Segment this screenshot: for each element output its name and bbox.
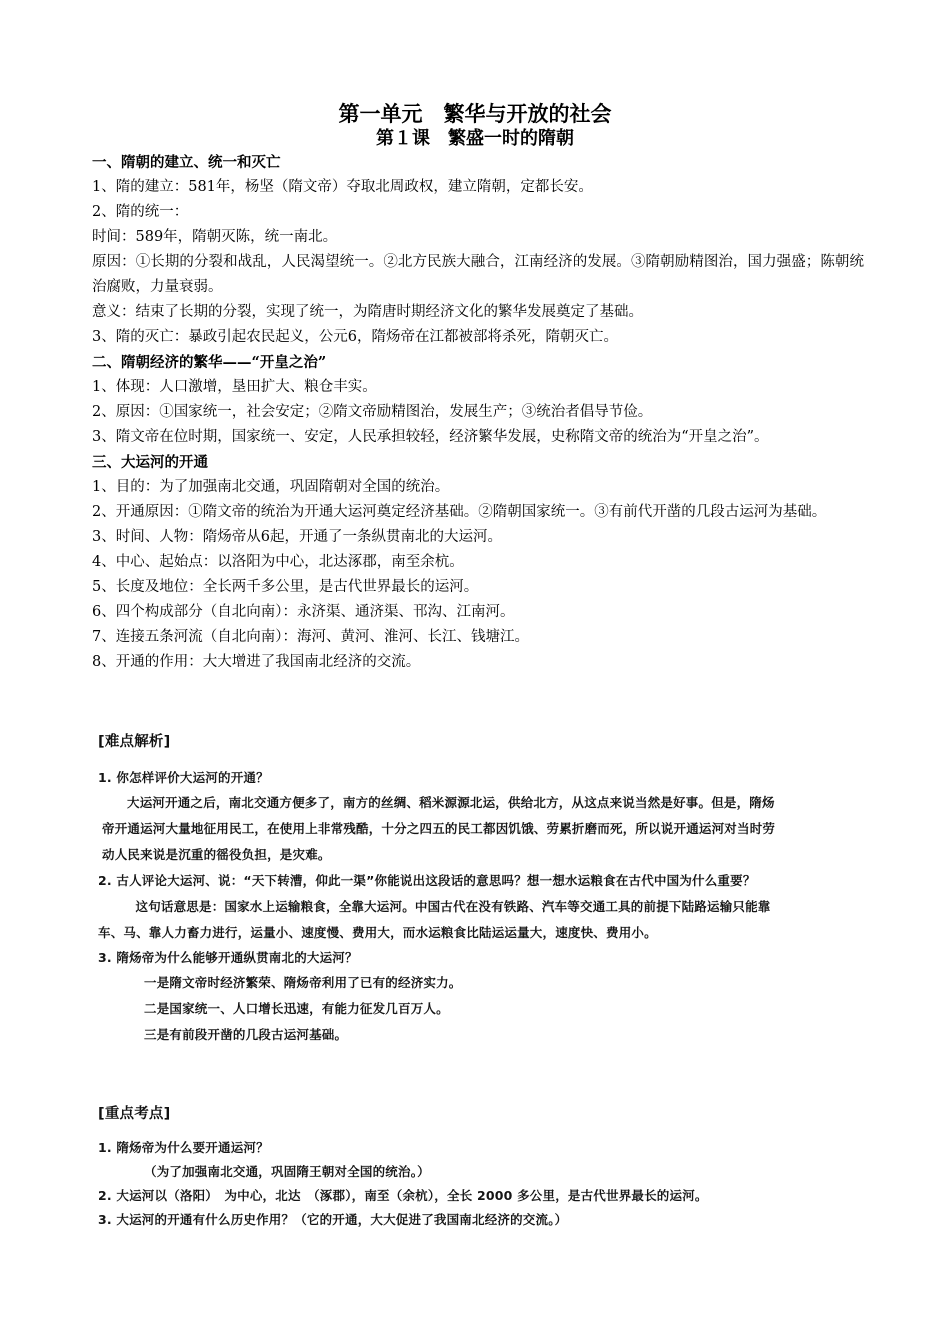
section-3-heading: 三、大运河的开通 [92, 454, 208, 471]
difficult-points-section [98, 730, 778, 1048]
section-2-item-3: 3、隋文帝在位时期，国家统一、安定，人民承担较轻，经济繁华发展，史称隋文帝的统治为“开皇之治”。 [92, 429, 769, 445]
section-2-item-2: 2、原因：①国家统一，社会安定；②隋文帝励精图治，发展生产；③统治者倡导节俭。 [92, 404, 653, 420]
section-3-item-6: 6、四个构成部分（自北向南）：永济渠、通济渠、邗沟、江南河。 [92, 604, 515, 620]
difficult-answer-3-2: 二是国家统一、人口增长迅速，有能力征发几百万人。 [144, 1001, 449, 1016]
section-3-item-8: 8、开通的作用：大大增进了我国南北经济的交流。 [92, 654, 421, 670]
difficult-answer-1: 大运河开通之后，南北交通方便多了，南方的丝绸、稻米源源北运，供给北方，从这点来说当然是好事。但是，隋炀帝开通运河大量地征用民工，在使用上非常残酷，十分之四五的民工都因饥饿、劳累折磨而死，所以说开通运河对当时劳动人民来说是沉重的徭役负担，是灾难。 [102, 795, 776, 862]
section-1-reason: 原因：①长期的分裂和战乱，人民渴望统一。②北方民族大融合，江南经济的发展。③隋朝励精图治，国力强盛；陈朝统治腐败，力量衰弱。 [92, 254, 864, 295]
section-3-item-5: 5、长度及地位：全长两千多公里，是古代世界最长的运河。 [92, 579, 479, 595]
key-points-title: [重点考点] [98, 1106, 171, 1122]
section-1-heading: 一、隋朝的建立、统一和灭亡 [92, 154, 281, 171]
difficult-question-1: 1. 你怎样评价大运河的开通？ [98, 770, 269, 785]
lesson-notes [92, 150, 864, 675]
section-1-significance: 意义：结束了长期的分裂，实现了统一，为隋唐时期经济文化的繁华发展奠定了基础。 [92, 304, 643, 320]
key-question-3: 3. 大运河的开通有什么历史作用？（它的开通，大大促进了我国南北经济的交流。） [98, 1212, 568, 1227]
section-1-time: 时间：589年，隋朝灭陈，统一南北。 [92, 229, 338, 245]
section-3-item-4: 4、中心、起始点：以洛阳为中心，北达涿郡，南至余杭。 [92, 554, 464, 570]
section-3-item-7: 7、连接五条河流（自北向南）：海河、黄河、淮河、长江、钱塘江。 [92, 629, 529, 645]
section-2-heading: 二、隋朝经济的繁华——“开皇之治” [92, 354, 327, 371]
section-2-item-1: 1、体现：人口激增，垦田扩大、粮仓丰实。 [92, 379, 377, 395]
section-1-item-2: 2、隋的统一： [92, 204, 189, 220]
key-question-2: 2. 大运河以（洛阳） 为中心，北达 （涿郡），南至（余杭），全长 2000 多公里，是古代世界最长的运河。 [98, 1188, 708, 1203]
key-question-1: 1. 隋炀帝为什么要开通运河？ [98, 1140, 269, 1155]
section-3-item-1: 1、目的：为了加强南北交通，巩固隋朝对全国的统治。 [92, 479, 450, 495]
key-answer-1: （为了加强南北交通，巩固隋王朝对全国的统治。） [144, 1164, 430, 1179]
key-points-section [98, 1102, 818, 1232]
difficult-points-title: [难点解析] [98, 734, 171, 750]
unit-title: 第一单元 繁华与开放的社会 [338, 101, 612, 126]
section-3-item-3: 3、时间、人物：隋炀帝从6起，开通了一条纵贯南北的大运河。 [92, 529, 502, 545]
difficult-answer-3-3: 三是有前段开凿的几段古运河基础。 [144, 1027, 348, 1042]
section-1-item-1: 1、隋的建立：581年，杨坚（隋文帝）夺取北周政权，建立隋朝，定都长安。 [92, 179, 593, 195]
section-3-item-2: 2、开通原因：①隋文帝的统治为开通大运河奠定经济基础。②隋朝国家统一。③有前代开凿的几段古运河为基础。 [92, 504, 827, 520]
lesson-title: 第１课 繁盛一时的隋朝 [376, 128, 574, 149]
difficult-question-3: 3. 隋炀帝为什么能够开通纵贯南北的大运河？ [98, 950, 358, 965]
difficult-question-2: 2. 古人评论大运河、说：“天下转漕，仰此一渠”你能说出这段话的意思吗？想一想水运粮食在古代中国为什么重要？ [98, 873, 756, 888]
section-1-item-3: 3、隋的灭亡：暴政引起农民起义，公元6，隋炀帝在江都被部将杀死，隋朝灭亡。 [92, 329, 618, 345]
difficult-answer-3-1: 一是隋文帝时经济繁荣、隋炀帝利用了已有的经济实力。 [144, 975, 462, 990]
difficult-answer-2: 这句话意思是：国家水上运输粮食，全靠大运河。中国古代在没有铁路、汽车等交通工具的前提下陆路运输只能靠车、马、靠人力畜力进行，运量小、速度慢、费用大，而水运粮食比陆运运量大，速度快、费用小。 [98, 899, 771, 940]
